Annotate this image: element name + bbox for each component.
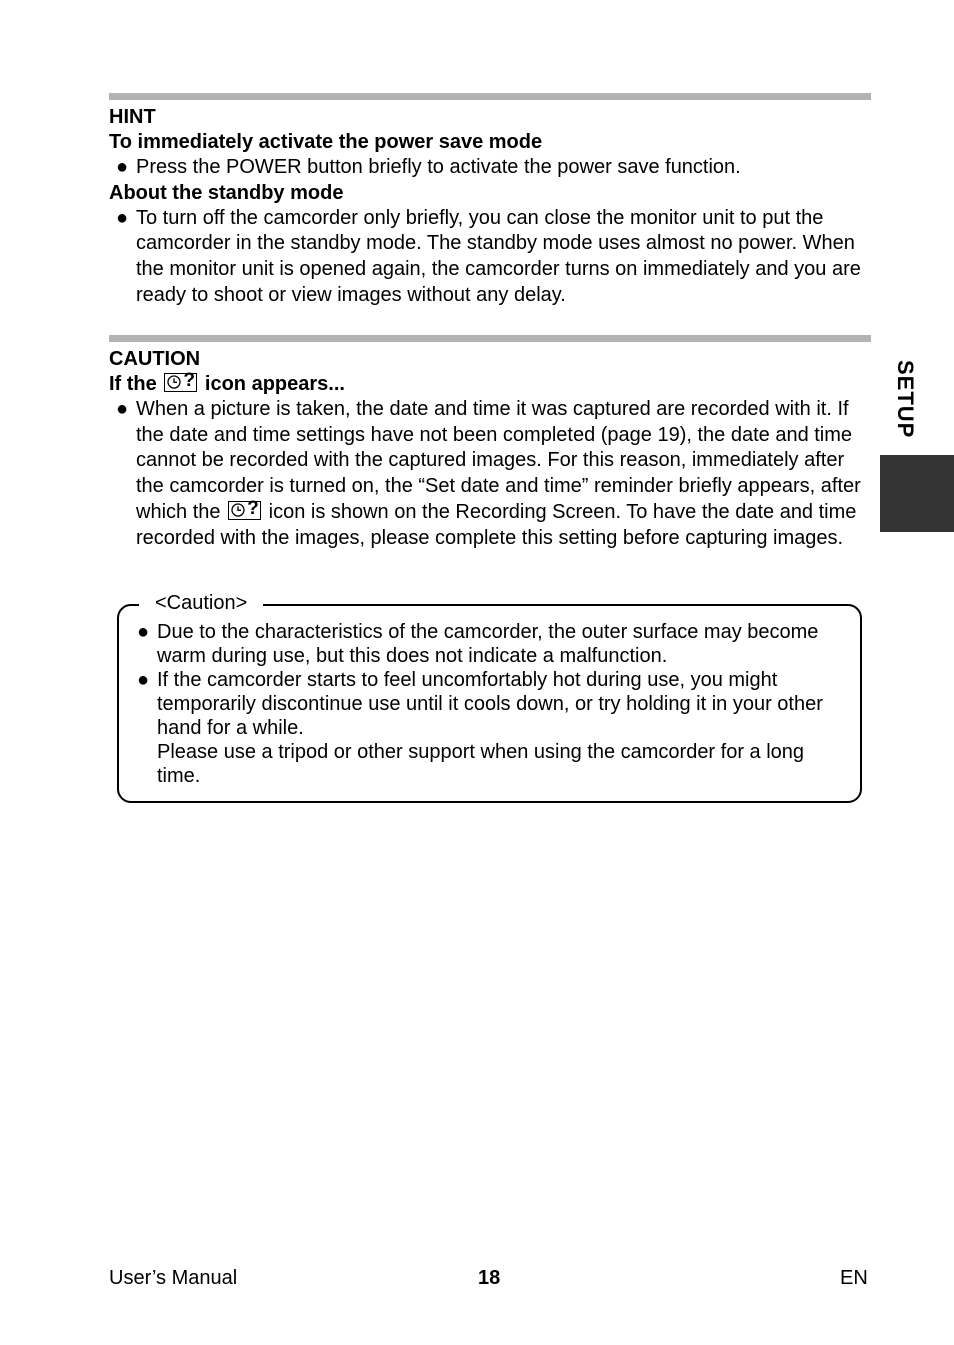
hint-bullet-power-save: ● Press the POWER button briefly to activate the power save function. [109, 155, 871, 181]
hint-heading-power-save: To immediately activate the power save mode [109, 131, 543, 153]
caution-heading: If the ? icon appears... [109, 370, 345, 395]
caution-bullet-date-time: ● When a picture is taken, the date and time it was captured are recorded with it. If the date and time settings have not been completed (page 19), the date and time cannot be recorded with the captured images. For this reason, immediately after the camcorder is turned on, the “Set date and time” reminder briefly appears, after which the ? icon is shown on the Recording Screen. To have the date and time recorded with the images, please complete this setting before capturing images. [116, 398, 861, 549]
hint-bullet-standby: ● To turn off the camcorder only briefly, you can close the monitor unit to put the camcorder in the standby mode. The standby mode uses almost no power. When the monitor unit is opened again, the camcorder turns on immediately and you are ready to shoot or view images without any delay. [116, 206, 861, 306]
caution-box-content [137, 620, 852, 788]
caution-box-title: <Caution> [139, 590, 263, 616]
caution-divider [109, 335, 871, 342]
hint-divider [109, 93, 871, 100]
footer-page-number: 18 [478, 1267, 501, 1289]
footer-language: EN [840, 1267, 868, 1289]
setup-side-label: SETUP [893, 360, 918, 439]
bullet-icon: ● [137, 669, 150, 691]
hint-section [109, 105, 871, 309]
setup-side-tab [880, 455, 954, 532]
bullet-icon: ● [137, 621, 150, 643]
hint-label: HINT [109, 106, 156, 128]
date-time-warning-icon: ? [164, 373, 197, 392]
caution-label: CAUTION [109, 348, 201, 370]
date-time-warning-icon: ? [228, 501, 261, 520]
caution-box-bullet-hot: ● If the camcorder starts to feel uncomfortably hot during use, you might temporarily discontinue use until it cools down, or try holding it in your other hand for a while. [137, 669, 823, 739]
footer-manual-title: User’s Manual [109, 1267, 238, 1289]
hint-heading-standby: About the standby mode [109, 181, 344, 204]
bullet-icon: ● [116, 156, 129, 178]
bullet-icon: ● [116, 398, 129, 420]
caution-box-bullet-warm: ● Due to the characteristics of the camcorder, the outer surface may become warm during use, but this does not indicate a malfunction. [137, 621, 819, 667]
bullet-icon: ● [116, 206, 129, 229]
caution-box-note: Please use a tripod or other support when using the camcorder for a long time. [157, 741, 805, 787]
caution-section [109, 347, 871, 551]
